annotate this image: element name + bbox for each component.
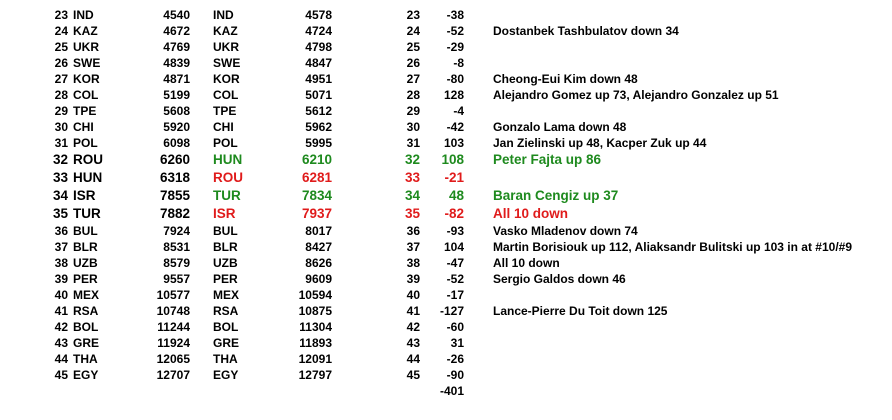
difference-cell: -42 <box>446 120 464 134</box>
new-country-cell: BUL <box>213 224 238 238</box>
old-country-cell: HUN <box>73 170 103 185</box>
new-country-cell: ISR <box>213 206 236 221</box>
new-rank-cell: 25 <box>406 40 420 54</box>
old-rank-cell: 37 <box>54 240 68 254</box>
new-country-cell: THA <box>213 352 238 366</box>
old-score-cell: 7924 <box>163 224 190 238</box>
new-country-cell: TUR <box>213 188 241 203</box>
old-score-cell: 4540 <box>163 8 190 22</box>
new-score-cell: 12797 <box>298 368 332 382</box>
new-rank-cell: 24 <box>406 24 420 38</box>
old-rank-cell: 34 <box>52 188 68 203</box>
difference-cell: -21 <box>444 170 464 185</box>
note-cell: Jan Zielinski up 48, Kacper Zuk up 44 <box>493 136 707 150</box>
new-score-cell: 7834 <box>301 188 332 203</box>
table-row <box>0 23 892 39</box>
new-country-cell: BOL <box>213 320 239 334</box>
new-country-cell: RSA <box>213 304 239 318</box>
table-row <box>0 205 892 223</box>
table-row <box>0 239 892 255</box>
new-country-cell: BLR <box>213 240 238 254</box>
old-country-cell: PER <box>73 272 98 286</box>
old-rank-cell: 26 <box>54 56 68 70</box>
table-row <box>0 367 892 383</box>
new-score-cell: 4578 <box>305 8 332 22</box>
note-cell: Baran Cengiz up 37 <box>493 188 619 203</box>
old-rank-cell: 32 <box>52 152 68 167</box>
old-country-cell: POL <box>73 136 98 150</box>
new-score-cell: 4847 <box>305 56 332 70</box>
old-country-cell: IND <box>73 8 94 22</box>
new-rank-cell: 45 <box>406 368 420 382</box>
new-rank-cell: 32 <box>404 152 420 167</box>
old-score-cell: 11244 <box>157 320 190 334</box>
old-country-cell: ISR <box>73 188 96 203</box>
old-score-cell: 9557 <box>163 272 190 286</box>
old-score-cell: 10748 <box>156 304 190 318</box>
old-rank-cell: 44 <box>54 352 68 366</box>
new-score-cell: 12091 <box>298 352 332 366</box>
new-rank-cell: 35 <box>404 206 420 221</box>
new-score-cell: 10875 <box>298 304 332 318</box>
new-rank-cell: 26 <box>406 56 420 70</box>
old-score-cell: 7882 <box>159 206 190 221</box>
old-country-cell: RSA <box>73 304 99 318</box>
old-rank-cell: 30 <box>54 120 68 134</box>
table-row <box>0 351 892 367</box>
table-row <box>0 151 892 169</box>
new-rank-cell: 43 <box>406 336 420 350</box>
old-country-cell: KOR <box>73 72 100 86</box>
new-score-cell: 6281 <box>301 170 332 185</box>
difference-cell: -26 <box>446 352 464 366</box>
old-score-cell: 4871 <box>163 72 190 86</box>
old-rank-cell: 35 <box>52 206 68 221</box>
old-rank-cell: 25 <box>54 40 68 54</box>
new-score-cell: 6210 <box>301 152 332 167</box>
difference-cell: -90 <box>446 368 464 382</box>
old-country-cell: GRE <box>73 336 100 350</box>
table-row <box>0 223 892 239</box>
new-rank-cell: 33 <box>404 170 420 185</box>
new-score-cell: 11304 <box>299 320 332 334</box>
difference-cell: -29 <box>446 40 464 54</box>
old-score-cell: 12707 <box>156 368 190 382</box>
new-country-cell: PER <box>213 272 238 286</box>
difference-cell: 128 <box>443 88 464 102</box>
old-rank-cell: 24 <box>54 24 68 38</box>
old-country-cell: THA <box>73 352 98 366</box>
new-country-cell: ROU <box>213 170 243 185</box>
new-country-cell: MEX <box>213 288 240 302</box>
new-rank-cell: 27 <box>406 72 420 86</box>
old-score-cell: 5920 <box>163 120 190 134</box>
new-country-cell: CHI <box>213 120 234 134</box>
old-country-cell: BUL <box>73 224 98 238</box>
new-country-cell: UKR <box>213 40 239 54</box>
old-rank-cell: 40 <box>54 288 68 302</box>
new-country-cell: POL <box>213 136 238 150</box>
old-country-cell: BLR <box>73 240 98 254</box>
table-row <box>0 187 892 205</box>
new-score-cell: 11893 <box>299 336 332 350</box>
table-row <box>0 319 892 335</box>
difference-cell: -17 <box>446 288 464 302</box>
old-score-cell: 6260 <box>159 152 190 167</box>
difference-cell: 103 <box>443 136 464 150</box>
new-score-cell: 4724 <box>305 24 332 38</box>
note-cell: Dostanbek Tashbulatov down 34 <box>493 24 679 38</box>
new-rank-cell: 38 <box>406 256 420 270</box>
new-score-cell: 7937 <box>301 206 332 221</box>
new-score-cell: 5962 <box>305 120 332 134</box>
new-country-cell: HUN <box>213 152 243 167</box>
table-row <box>0 135 892 151</box>
old-rank-cell: 36 <box>54 224 68 238</box>
new-rank-cell: 31 <box>406 136 420 150</box>
old-rank-cell: 33 <box>52 170 68 185</box>
old-rank-cell: 45 <box>54 368 68 382</box>
difference-cell: -93 <box>446 224 464 238</box>
old-score-cell: 12065 <box>156 352 190 366</box>
difference-cell: -52 <box>446 272 464 286</box>
table-row <box>0 71 892 87</box>
new-country-cell: COL <box>213 88 239 102</box>
table-row <box>0 335 892 351</box>
difference-cell: -127 <box>439 304 464 318</box>
difference-cell: -80 <box>446 72 464 86</box>
old-country-cell: KAZ <box>73 24 98 38</box>
old-score-cell: 5199 <box>163 88 190 102</box>
old-rank-cell: 42 <box>54 320 68 334</box>
new-score-cell: 5612 <box>305 104 332 118</box>
new-score-cell: 5995 <box>305 136 332 150</box>
new-score-cell: 8626 <box>305 256 332 270</box>
difference-cell: -82 <box>444 206 464 221</box>
note-cell: Peter Fajta up 86 <box>493 152 602 167</box>
old-score-cell: 4839 <box>163 56 190 70</box>
table-row <box>0 7 892 23</box>
old-score-cell: 8579 <box>163 256 190 270</box>
difference-cell: 108 <box>441 152 464 167</box>
difference-cell: 48 <box>448 188 464 203</box>
old-score-cell: 10577 <box>156 288 190 302</box>
old-score-cell: 5608 <box>163 104 190 118</box>
new-score-cell: 10594 <box>298 288 332 302</box>
new-score-cell: 4798 <box>305 40 332 54</box>
table-row <box>0 169 892 187</box>
new-score-cell: 4951 <box>305 72 332 86</box>
old-score-cell: 4672 <box>163 24 190 38</box>
old-country-cell: ROU <box>73 152 103 167</box>
new-rank-cell: 23 <box>406 8 420 22</box>
old-rank-cell: 29 <box>54 104 68 118</box>
note-cell: Martin Borisiouk up 112, Aliaksandr Bulitski up 103 in at #10/#9 <box>493 240 853 254</box>
old-rank-cell: 41 <box>54 304 68 318</box>
new-country-cell: TPE <box>213 104 237 118</box>
old-country-cell: EGY <box>73 368 99 382</box>
old-score-cell: 11924 <box>157 336 190 350</box>
note-cell: Cheong-Eui Kim down 48 <box>493 72 638 86</box>
old-country-cell: TPE <box>73 104 97 118</box>
ranking-table <box>0 7 892 399</box>
old-country-cell: TUR <box>73 206 101 221</box>
new-country-cell: GRE <box>213 336 240 350</box>
note-cell: Sergio Galdos down 46 <box>493 272 626 286</box>
difference-cell: -47 <box>446 256 464 270</box>
new-rank-cell: 44 <box>406 352 420 366</box>
new-score-cell: 5071 <box>305 88 332 102</box>
difference-cell: -38 <box>446 8 464 22</box>
old-rank-cell: 28 <box>54 88 68 102</box>
new-rank-cell: 37 <box>406 240 420 254</box>
table-row <box>0 119 892 135</box>
old-score-cell: 8531 <box>163 240 190 254</box>
old-country-cell: MEX <box>73 288 100 302</box>
total-row <box>0 383 892 399</box>
note-cell: Lance-Pierre Du Toit down 125 <box>493 304 668 318</box>
new-rank-cell: 39 <box>406 272 420 286</box>
old-country-cell: UKR <box>73 40 99 54</box>
new-score-cell: 9609 <box>305 272 332 286</box>
old-country-cell: COL <box>73 88 99 102</box>
old-rank-cell: 43 <box>54 336 68 350</box>
table-row <box>0 255 892 271</box>
old-country-cell: SWE <box>73 56 101 70</box>
old-rank-cell: 39 <box>54 272 68 286</box>
old-rank-cell: 23 <box>54 8 68 22</box>
old-score-cell: 7855 <box>159 188 190 203</box>
table-row <box>0 39 892 55</box>
new-rank-cell: 30 <box>406 120 420 134</box>
new-country-cell: EGY <box>213 368 239 382</box>
note-cell: Vasko Mladenov down 74 <box>493 224 638 238</box>
difference-cell: -4 <box>453 104 464 118</box>
new-rank-cell: 36 <box>406 224 420 238</box>
new-country-cell: KOR <box>213 72 240 86</box>
old-score-cell: 6098 <box>163 136 190 150</box>
new-rank-cell: 34 <box>404 188 420 203</box>
table-row <box>0 287 892 303</box>
note-cell: All 10 down <box>493 206 569 221</box>
old-country-cell: BOL <box>73 320 99 334</box>
table-row <box>0 271 892 287</box>
old-country-cell: UZB <box>73 256 98 270</box>
difference-cell: 31 <box>450 336 464 350</box>
old-score-cell: 4769 <box>163 40 190 54</box>
new-rank-cell: 41 <box>406 304 420 318</box>
difference-cell: -60 <box>446 320 464 334</box>
old-score-cell: 6318 <box>159 170 190 185</box>
new-rank-cell: 42 <box>406 320 420 334</box>
new-country-cell: UZB <box>213 256 238 270</box>
old-rank-cell: 27 <box>54 72 68 86</box>
difference-cell: -8 <box>453 56 464 70</box>
table-row <box>0 55 892 71</box>
new-score-cell: 8427 <box>305 240 332 254</box>
note-cell: Gonzalo Lama down 48 <box>493 120 627 134</box>
new-score-cell: 8017 <box>305 224 332 238</box>
old-rank-cell: 31 <box>54 136 68 150</box>
table-row <box>0 87 892 103</box>
note-cell: Alejandro Gomez up 73, Alejandro Gonzalez up 51 <box>493 88 779 102</box>
new-rank-cell: 28 <box>406 88 420 102</box>
old-country-cell: CHI <box>73 120 94 134</box>
note-cell: All 10 down <box>493 256 560 270</box>
table-row <box>0 103 892 119</box>
new-country-cell: KAZ <box>213 24 238 38</box>
new-country-cell: IND <box>213 8 234 22</box>
old-rank-cell: 38 <box>54 256 68 270</box>
difference-cell: 104 <box>443 240 464 254</box>
table-row <box>0 303 892 319</box>
new-country-cell: SWE <box>213 56 241 70</box>
total-difference: -401 <box>439 384 464 398</box>
new-rank-cell: 29 <box>406 104 420 118</box>
new-rank-cell: 40 <box>406 288 420 302</box>
difference-cell: -52 <box>446 24 464 38</box>
